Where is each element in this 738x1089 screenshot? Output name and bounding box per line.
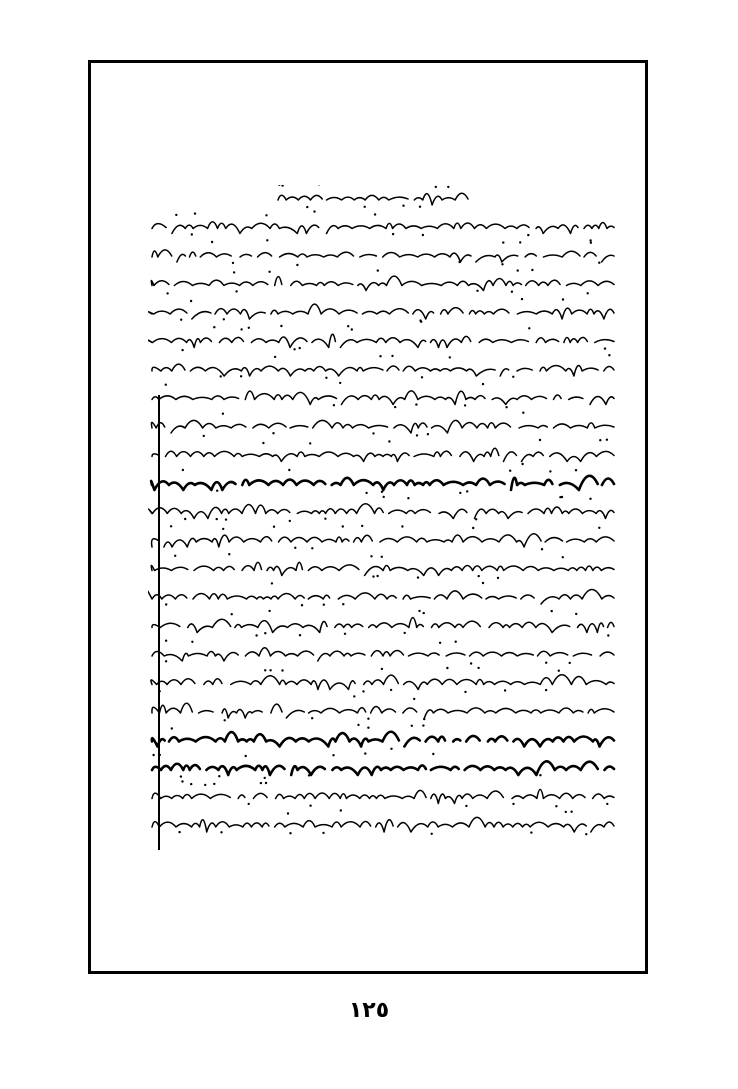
script-dot	[152, 754, 154, 756]
script-dot	[527, 234, 529, 236]
script-dot	[228, 553, 230, 555]
script-dot	[274, 356, 276, 358]
script-line	[152, 448, 614, 461]
script-dot	[575, 613, 577, 615]
script-dot	[318, 185, 320, 186]
script-line	[151, 675, 614, 690]
script-dot	[342, 603, 344, 605]
script-dot	[306, 206, 308, 208]
script-dot	[342, 525, 344, 527]
script-dot	[458, 261, 460, 263]
script-dot	[281, 669, 283, 671]
script-dot	[509, 470, 511, 472]
script-dot	[194, 212, 196, 214]
script-dot	[388, 440, 390, 442]
script-dot	[301, 604, 303, 606]
script-dot	[281, 185, 283, 187]
script-dot	[268, 271, 270, 273]
script-dot	[502, 241, 504, 243]
script-dot	[381, 668, 383, 670]
script-dot	[420, 321, 422, 323]
script-dot	[446, 667, 448, 669]
script-line	[151, 476, 614, 490]
script-dot	[517, 269, 519, 271]
script-dot	[587, 292, 589, 294]
script-dot	[224, 719, 226, 721]
script-dot	[519, 241, 521, 243]
script-dot	[308, 774, 310, 776]
script-dot	[606, 803, 608, 805]
script-dot	[262, 442, 264, 444]
script-dot	[174, 555, 176, 557]
script-dot	[333, 404, 335, 406]
script-dot	[545, 662, 547, 664]
script-dot	[501, 263, 503, 265]
script-dot	[497, 577, 499, 579]
script-line	[151, 562, 614, 575]
script-dot	[431, 833, 433, 835]
script-dot	[271, 582, 273, 584]
script-dot	[530, 831, 532, 833]
script-dot	[255, 634, 257, 636]
script-dot	[325, 377, 327, 379]
script-dot	[374, 213, 376, 215]
script-dot	[551, 610, 553, 612]
script-dot	[377, 269, 379, 271]
script-dot	[558, 670, 560, 672]
script-dot	[607, 634, 609, 636]
script-dot	[606, 439, 608, 441]
script-dot	[191, 233, 193, 235]
script-dot	[575, 469, 577, 471]
script-dot	[423, 612, 425, 614]
script-dot	[390, 689, 392, 691]
script-dot	[294, 547, 296, 549]
script-dot	[372, 432, 374, 434]
script-dot	[521, 298, 523, 300]
script-dot	[411, 725, 413, 727]
script-dot	[182, 469, 184, 471]
script-dot	[309, 442, 311, 444]
script-dot	[220, 375, 222, 377]
script-dot	[561, 496, 563, 498]
script-line	[278, 193, 468, 205]
script-dot	[260, 782, 262, 784]
script-dot	[604, 347, 606, 349]
script-line	[148, 590, 614, 605]
script-dot	[245, 755, 247, 757]
script-dot	[332, 754, 334, 756]
script-dot	[598, 262, 600, 264]
script-dot	[472, 527, 474, 529]
script-dot	[404, 632, 406, 634]
script-dot	[266, 239, 268, 241]
script-line	[152, 250, 614, 262]
script-dot	[522, 412, 524, 414]
script-dot	[362, 690, 364, 692]
script-dot	[565, 811, 567, 813]
script-dot	[225, 518, 227, 520]
script-dot	[562, 556, 564, 558]
script-dot	[323, 604, 325, 606]
script-dot	[293, 348, 295, 350]
script-dot	[455, 641, 457, 643]
script-dot	[541, 548, 543, 550]
script-dot	[381, 556, 383, 558]
script-dot	[203, 435, 205, 437]
script-dot	[231, 613, 233, 615]
script-dot	[392, 233, 394, 235]
script-dot	[531, 269, 533, 271]
script-line	[149, 504, 614, 519]
script-dot	[340, 809, 342, 811]
script-dot	[311, 717, 313, 719]
script-dot	[361, 525, 363, 527]
script-dot	[339, 382, 341, 384]
script-dot	[505, 406, 507, 408]
script-dot	[394, 406, 396, 408]
script-dot	[381, 491, 383, 493]
script-line	[152, 648, 614, 661]
script-dot	[464, 404, 466, 406]
script-dot	[416, 434, 418, 436]
script-dot	[232, 262, 234, 264]
script-line	[152, 364, 614, 376]
script-dot	[178, 831, 180, 833]
script-line	[152, 618, 614, 633]
script-dot	[223, 318, 225, 320]
script-line	[152, 222, 614, 234]
script-line	[152, 534, 614, 547]
script-dot	[296, 264, 298, 266]
script-dot	[379, 355, 381, 357]
script-dot	[465, 805, 467, 807]
script-dot	[264, 777, 266, 779]
script-dot	[288, 469, 290, 471]
script-dot	[435, 186, 437, 188]
script-line	[152, 703, 614, 718]
script-dot	[562, 298, 564, 300]
script-dot	[367, 718, 369, 720]
script-line	[151, 420, 614, 433]
script-line	[152, 817, 614, 832]
script-dot	[165, 660, 167, 662]
script-dot	[166, 292, 168, 294]
script-dot	[475, 518, 477, 520]
script-dot	[521, 463, 523, 465]
script-dot	[478, 575, 480, 577]
script-dot	[299, 347, 301, 349]
script-dot	[191, 641, 193, 643]
script-dot	[216, 490, 218, 492]
script-dot	[364, 752, 366, 754]
script-dot	[459, 492, 461, 494]
script-dot	[313, 210, 315, 212]
script-dot	[190, 300, 192, 302]
script-dot	[280, 325, 282, 327]
script-dot	[549, 470, 551, 472]
script-dot	[512, 803, 514, 805]
script-dot	[324, 518, 326, 520]
script-dot	[413, 698, 415, 700]
script-dot	[309, 805, 311, 807]
script-dot	[289, 832, 291, 834]
script-dot	[418, 610, 420, 612]
script-dot	[367, 727, 369, 729]
script-dot	[190, 783, 192, 785]
script-dot	[351, 328, 353, 330]
page-number: ١٢٥	[348, 998, 390, 1023]
script-dot	[204, 784, 206, 786]
script-dot	[598, 527, 600, 529]
script-dot	[419, 206, 421, 208]
script-dot	[165, 603, 167, 605]
script-dot	[180, 319, 182, 321]
script-dot	[599, 439, 601, 441]
script-dot	[376, 575, 378, 577]
script-dot	[165, 384, 167, 386]
script-dot	[211, 241, 213, 243]
script-dot	[589, 498, 591, 500]
script-dot	[353, 695, 355, 697]
script-dot	[585, 833, 587, 835]
script-dot	[528, 327, 530, 329]
script-dot	[265, 214, 267, 216]
script-line	[152, 391, 614, 405]
script-dot	[273, 526, 275, 528]
script-dot	[299, 634, 301, 636]
script-dot	[171, 727, 173, 729]
script-line	[152, 732, 614, 747]
script-dot	[421, 376, 423, 378]
script-dot	[466, 490, 468, 492]
script-dot	[391, 355, 393, 357]
script-dot	[407, 497, 409, 499]
script-dot	[477, 667, 479, 669]
script-dot	[545, 689, 547, 691]
script-dot	[311, 547, 313, 549]
script-dot	[417, 576, 419, 578]
script-dot	[240, 328, 242, 330]
script-dot	[476, 290, 478, 292]
script-dot	[235, 290, 237, 292]
script-dot	[512, 376, 514, 378]
script-dot	[222, 528, 224, 530]
script-dot	[218, 775, 220, 777]
script-dot	[184, 518, 186, 520]
script-dot	[233, 271, 235, 273]
script-dot	[181, 780, 183, 782]
script-dot	[401, 525, 403, 527]
script-dot	[248, 803, 250, 805]
script-dot	[165, 640, 167, 642]
script-dot	[415, 403, 417, 405]
script-dot	[264, 632, 266, 634]
script-dot	[383, 496, 385, 498]
script-dot	[248, 327, 250, 329]
script-dot	[539, 774, 541, 776]
script-dot	[272, 432, 274, 434]
script-dot	[482, 383, 484, 385]
script-dot	[569, 662, 571, 664]
script-dot	[222, 413, 224, 415]
script-dot	[216, 518, 218, 520]
script-dot	[427, 433, 429, 435]
script-dot	[555, 805, 557, 807]
script-dot	[589, 239, 591, 241]
script-dot	[608, 354, 610, 356]
script-dot	[287, 812, 289, 814]
script-dot	[464, 691, 466, 693]
script-line	[148, 304, 614, 319]
script-dot	[432, 753, 434, 755]
handwritten-manuscript-text	[148, 185, 618, 855]
script-dot	[539, 439, 541, 441]
script-dot	[170, 525, 172, 527]
script-dot	[439, 642, 441, 644]
script-dot	[422, 234, 424, 236]
script-dot	[213, 783, 215, 785]
script-line	[148, 334, 614, 347]
script-dot	[365, 492, 367, 494]
script-line	[152, 761, 614, 775]
script-dot	[175, 214, 177, 216]
script-dot	[240, 375, 242, 377]
script-dot	[482, 582, 484, 584]
script-dot	[347, 325, 349, 327]
script-dot	[289, 520, 291, 522]
script-dot	[268, 610, 270, 612]
script-dot	[449, 356, 451, 358]
script-dot	[511, 291, 513, 293]
script-dot	[470, 662, 472, 664]
script-dot	[364, 206, 366, 208]
margin-rule	[158, 395, 160, 850]
script-dot	[402, 205, 404, 207]
script-dot	[322, 832, 324, 834]
script-line	[152, 790, 614, 804]
script-dot	[269, 669, 271, 671]
script-dot	[265, 782, 267, 784]
script-dot	[278, 185, 280, 186]
script-dot	[344, 633, 346, 635]
script-dot	[447, 186, 449, 188]
script-dot	[220, 831, 222, 833]
script-dot	[213, 326, 215, 328]
script-dot	[264, 669, 266, 671]
script-dot	[570, 811, 572, 813]
script-dot	[357, 724, 359, 726]
script-dot	[390, 748, 392, 750]
script-line	[151, 276, 614, 290]
script-dot	[181, 349, 183, 351]
script-dot	[372, 575, 374, 577]
script-dot	[180, 775, 182, 777]
script-dot	[422, 724, 424, 726]
script-dot	[370, 555, 372, 557]
script-dot	[590, 242, 592, 244]
script-dot	[423, 718, 425, 720]
script-dot	[504, 689, 506, 691]
